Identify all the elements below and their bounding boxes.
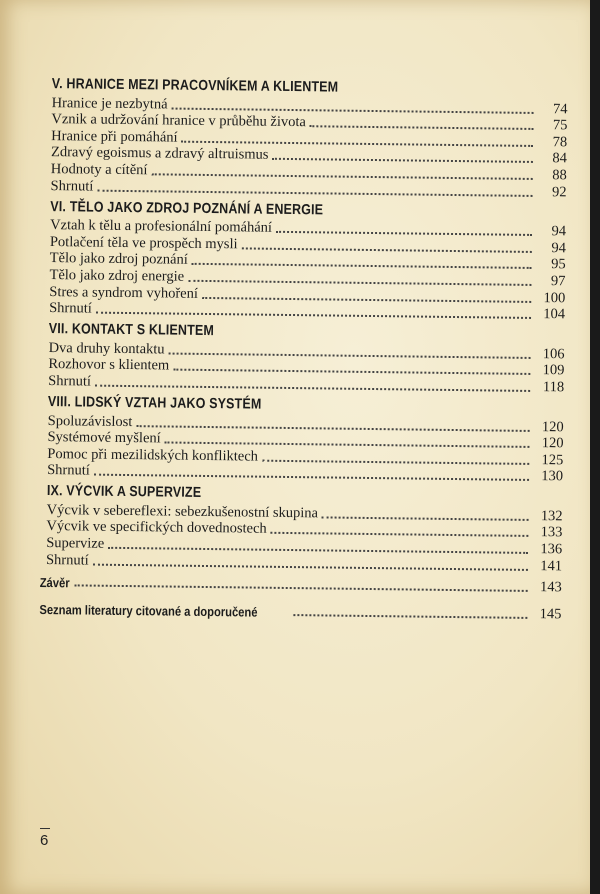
entry-title: Shrnutí bbox=[45, 551, 89, 569]
dot-leader bbox=[97, 189, 532, 196]
dot-leader bbox=[322, 516, 529, 521]
entry-title: Hodnoty a cítění bbox=[50, 161, 148, 179]
page-number: 6 bbox=[40, 832, 49, 849]
chapter-heading: VI. TĚLO JAKO ZDROJ POZNÁNÍ A ENERGIE bbox=[50, 198, 324, 218]
entry-page: 75 bbox=[552, 117, 568, 134]
entry-title: Stres a syndrom vyhoření bbox=[49, 283, 199, 302]
entry-page: 74 bbox=[552, 100, 568, 117]
entry-title: Tělo jako zdroj energie bbox=[49, 266, 185, 285]
entry-page: 120 bbox=[541, 418, 564, 435]
entry-page: 118 bbox=[542, 379, 565, 396]
entry-page: 95 bbox=[551, 256, 566, 273]
entry-title: Závěr bbox=[39, 574, 70, 590]
dot-leader bbox=[95, 385, 530, 392]
entry-title: Potlačení těla ve prospěch mysli bbox=[49, 233, 238, 253]
entry-title: Spoluzávislost bbox=[47, 412, 133, 430]
chapter-heading: VIII. LIDSKÝ VZTAH JAKO SYSTÉM bbox=[47, 393, 262, 413]
entry-page: 78 bbox=[552, 133, 568, 151]
dot-leader bbox=[202, 296, 531, 302]
dot-leader bbox=[96, 312, 531, 319]
dot-leader bbox=[188, 280, 531, 286]
entry-title: Pomoc při mezilidských konfliktech bbox=[47, 445, 259, 465]
chapter-heading: IX. VÝCVIK A SUPERVIZE bbox=[46, 483, 202, 502]
chapter-ix bbox=[40, 483, 565, 575]
entry-title: Hranice při pomáhání bbox=[51, 127, 178, 146]
entry-title: Hranice je nezbytná bbox=[51, 94, 168, 113]
entry-title: Supervize bbox=[46, 535, 105, 552]
dot-leader bbox=[293, 614, 527, 619]
dot-leader bbox=[93, 563, 528, 570]
entry-title: Dva druhy kontaktu bbox=[48, 339, 165, 358]
chapter-vi bbox=[43, 199, 568, 324]
entry-page: 120 bbox=[541, 435, 564, 452]
chapter-v bbox=[45, 76, 570, 201]
entry-page: 132 bbox=[540, 507, 563, 525]
entry-title: Tělo jako zdroj poznání bbox=[49, 250, 188, 269]
chapter-vii bbox=[42, 321, 567, 396]
entry-page: 145 bbox=[539, 605, 562, 622]
entry-title: Shrnutí bbox=[49, 300, 92, 317]
chapter-viii bbox=[41, 394, 566, 486]
dot-leader bbox=[310, 125, 534, 130]
entry-page: 97 bbox=[550, 273, 566, 290]
dot-leader bbox=[262, 459, 529, 464]
entry-title: Seznam literatury citované a doporučené bbox=[39, 601, 258, 620]
dot-leader bbox=[173, 369, 530, 375]
entry-page: 84 bbox=[552, 150, 568, 167]
dot-leader bbox=[74, 584, 527, 592]
entry-page: 92 bbox=[551, 183, 567, 200]
table-of-contents bbox=[39, 72, 570, 623]
dot-leader bbox=[169, 352, 531, 358]
entry-title: Výcvik ve specifických dovednostech bbox=[46, 518, 267, 538]
footer-rule bbox=[40, 828, 50, 829]
entry-title: Rozhovor s klientem bbox=[48, 356, 170, 374]
toc-entry-bibliography bbox=[39, 600, 563, 623]
entry-title: Výcvik v sebereflexi: sebezkušenostní skupina bbox=[46, 501, 319, 522]
dot-leader bbox=[271, 532, 529, 537]
entry-title: Vztah k tělu a profesionální pomáhání bbox=[50, 217, 273, 236]
entry-page: 130 bbox=[541, 468, 564, 485]
entry-page: 104 bbox=[543, 306, 566, 323]
entry-page: 136 bbox=[540, 541, 563, 558]
entry-title: Shrnutí bbox=[50, 177, 94, 195]
entry-page: 109 bbox=[542, 362, 565, 379]
chapter-heading: V. HRANICE MEZI PRACOVNÍKEM A KLIENTEM bbox=[51, 76, 339, 96]
entry-title: Shrnutí bbox=[48, 372, 92, 390]
entry-page: 125 bbox=[541, 451, 564, 469]
entry-page: 94 bbox=[551, 239, 566, 257]
entry-title: Vznik a udržování hranice v průběhu života bbox=[51, 111, 306, 131]
dot-leader bbox=[94, 474, 529, 481]
toc-entry-conclusion bbox=[40, 573, 564, 596]
dot-leader bbox=[242, 247, 532, 253]
chapter-heading: VII. KONTAKT S KLIENTEM bbox=[48, 321, 215, 340]
dot-leader bbox=[272, 158, 533, 163]
entry-title: Zdravý egoismus a zdravý altruismus bbox=[50, 144, 269, 164]
entry-title: Shrnutí bbox=[47, 462, 90, 479]
entry-page: 106 bbox=[542, 345, 565, 363]
entry-page: 141 bbox=[540, 557, 563, 574]
entry-page: 100 bbox=[543, 289, 566, 306]
dot-leader bbox=[276, 231, 532, 236]
dot-leader bbox=[151, 173, 532, 180]
entry-page: 88 bbox=[552, 167, 567, 184]
entry-page: 133 bbox=[540, 524, 563, 541]
entry-title: Systémové myšlení bbox=[47, 429, 161, 447]
entry-page: 143 bbox=[539, 578, 562, 595]
dot-leader bbox=[192, 263, 532, 269]
entry-page: 94 bbox=[551, 223, 567, 240]
